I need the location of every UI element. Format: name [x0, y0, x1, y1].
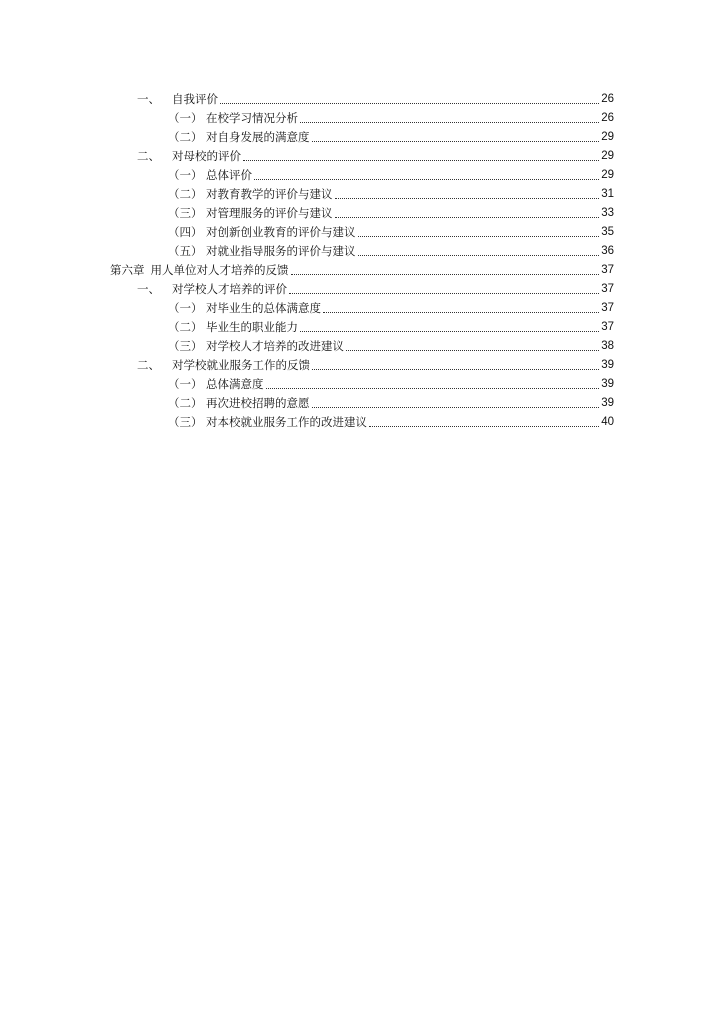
toc-entry-title: 对学校就业服务工作的反馈	[172, 358, 310, 372]
toc-entry-title: 用人单位对人才培养的反馈	[150, 263, 289, 277]
toc-page-number: 26	[601, 93, 614, 105]
toc-dot-leader	[335, 216, 600, 218]
toc-dot-leader	[358, 235, 600, 237]
toc-entry[interactable]	[168, 373, 614, 392]
toc-page-number: 39	[601, 359, 614, 371]
toc-dot-leader	[312, 368, 599, 370]
toc-page-number: 40	[601, 416, 614, 428]
toc-dot-leader	[220, 102, 599, 104]
toc-entry-number: 一、	[137, 92, 160, 106]
toc-page-number: 36	[601, 245, 614, 257]
toc-entry-number: （五）	[168, 244, 203, 258]
toc-entry[interactable]	[168, 183, 614, 202]
toc-dot-leader	[312, 140, 600, 142]
toc-entry[interactable]	[168, 107, 614, 126]
toc-page-number: 37	[601, 283, 614, 295]
toc-entry-title: 毕业生的职业能力	[206, 320, 298, 334]
toc-dot-leader	[243, 159, 599, 161]
toc-chapter-entry[interactable]	[110, 259, 614, 278]
toc-entry-number: （二）	[168, 320, 203, 334]
toc-page-number: 39	[601, 378, 614, 390]
toc-entry-number: （二）	[168, 130, 203, 144]
toc-entry-number: （一）	[168, 301, 203, 315]
toc-page-number: 29	[601, 131, 614, 143]
toc-entry-number: （二）	[168, 187, 203, 201]
toc-page-number: 37	[601, 264, 614, 276]
toc-entry[interactable]	[137, 278, 614, 297]
toc-dot-leader	[300, 330, 599, 332]
toc-entry-title: 对毕业生的总体满意度	[206, 301, 321, 315]
toc-entry-title: 对学校人才培养的改进建议	[206, 339, 344, 353]
toc-entry-title: 对管理服务的评价与建议	[206, 206, 333, 220]
toc-entry-number: （一）	[168, 168, 203, 182]
toc-entry[interactable]	[168, 411, 614, 430]
toc-entry-number: （三）	[168, 415, 203, 429]
toc-entry[interactable]	[168, 202, 614, 221]
toc-entry-title: 对本校就业服务工作的改进建议	[206, 415, 367, 429]
toc-entry-title: 对就业指导服务的评价与建议	[206, 244, 356, 258]
toc-entry-number: （三）	[168, 339, 203, 353]
toc-entry-title: 总体评价	[206, 168, 252, 182]
toc-entry-number: 一、	[137, 282, 160, 296]
toc-entry[interactable]	[168, 164, 614, 183]
toc-entry-number: （二）	[168, 396, 203, 410]
toc-entry-title: 对自身发展的满意度	[206, 130, 310, 144]
toc-entry-title: 自我评价	[172, 92, 218, 106]
toc-entry-title: 在校学习情况分析	[206, 111, 298, 125]
toc-page-number: 37	[601, 321, 614, 333]
toc-entry-title: 对教育教学的评价与建议	[206, 187, 333, 201]
toc-dot-leader	[254, 178, 599, 180]
toc-page-number: 39	[601, 397, 614, 409]
toc-dot-leader	[346, 349, 599, 351]
toc-entry-title: 总体满意度	[206, 377, 264, 391]
toc-page-number: 31	[601, 188, 614, 200]
toc-entry[interactable]	[168, 240, 614, 259]
toc-entry-number: 二、	[137, 358, 160, 372]
toc-page-number: 29	[601, 169, 614, 181]
toc-dot-leader	[289, 292, 599, 294]
toc-entry-number: 二、	[137, 149, 160, 163]
toc-entry-number: （三）	[168, 206, 203, 220]
toc-entry-number: （四）	[168, 225, 203, 239]
toc-dot-leader	[323, 311, 599, 313]
toc-page-number: 33	[601, 207, 614, 219]
toc-entry[interactable]	[137, 88, 614, 107]
toc-dot-leader	[335, 197, 600, 199]
toc-entry[interactable]	[137, 145, 614, 164]
toc-entry[interactable]	[168, 316, 614, 335]
toc-entry-title: 再次进校招聘的意愿	[206, 396, 310, 410]
toc-entry-title: 对学校人才培养的评价	[172, 282, 287, 296]
toc-page-number: 38	[601, 340, 614, 352]
toc-entry[interactable]	[168, 126, 614, 145]
toc-entry-number: （一）	[168, 377, 203, 391]
toc-dot-leader	[300, 121, 599, 123]
toc-entry[interactable]	[168, 297, 614, 316]
toc-entry-title: 对创新创业教育的评价与建议	[206, 225, 356, 239]
toc-entry[interactable]	[137, 354, 614, 373]
toc-dot-leader	[266, 387, 600, 389]
toc-page-number: 37	[601, 302, 614, 314]
toc-entry-title: 对母校的评价	[172, 149, 241, 163]
toc-entry[interactable]	[168, 392, 614, 411]
toc-page-number: 29	[601, 150, 614, 162]
toc-entry[interactable]	[168, 221, 614, 240]
toc-dot-leader	[312, 406, 600, 408]
toc-dot-leader	[291, 273, 600, 275]
toc-dot-leader	[358, 254, 600, 256]
toc-dot-leader	[369, 425, 599, 427]
toc-entry-number: （一）	[168, 111, 203, 125]
toc-entry[interactable]	[168, 335, 614, 354]
toc-page-number: 35	[601, 226, 614, 238]
toc-chapter-number: 第六章	[110, 263, 145, 277]
toc-page-number: 26	[601, 112, 614, 124]
